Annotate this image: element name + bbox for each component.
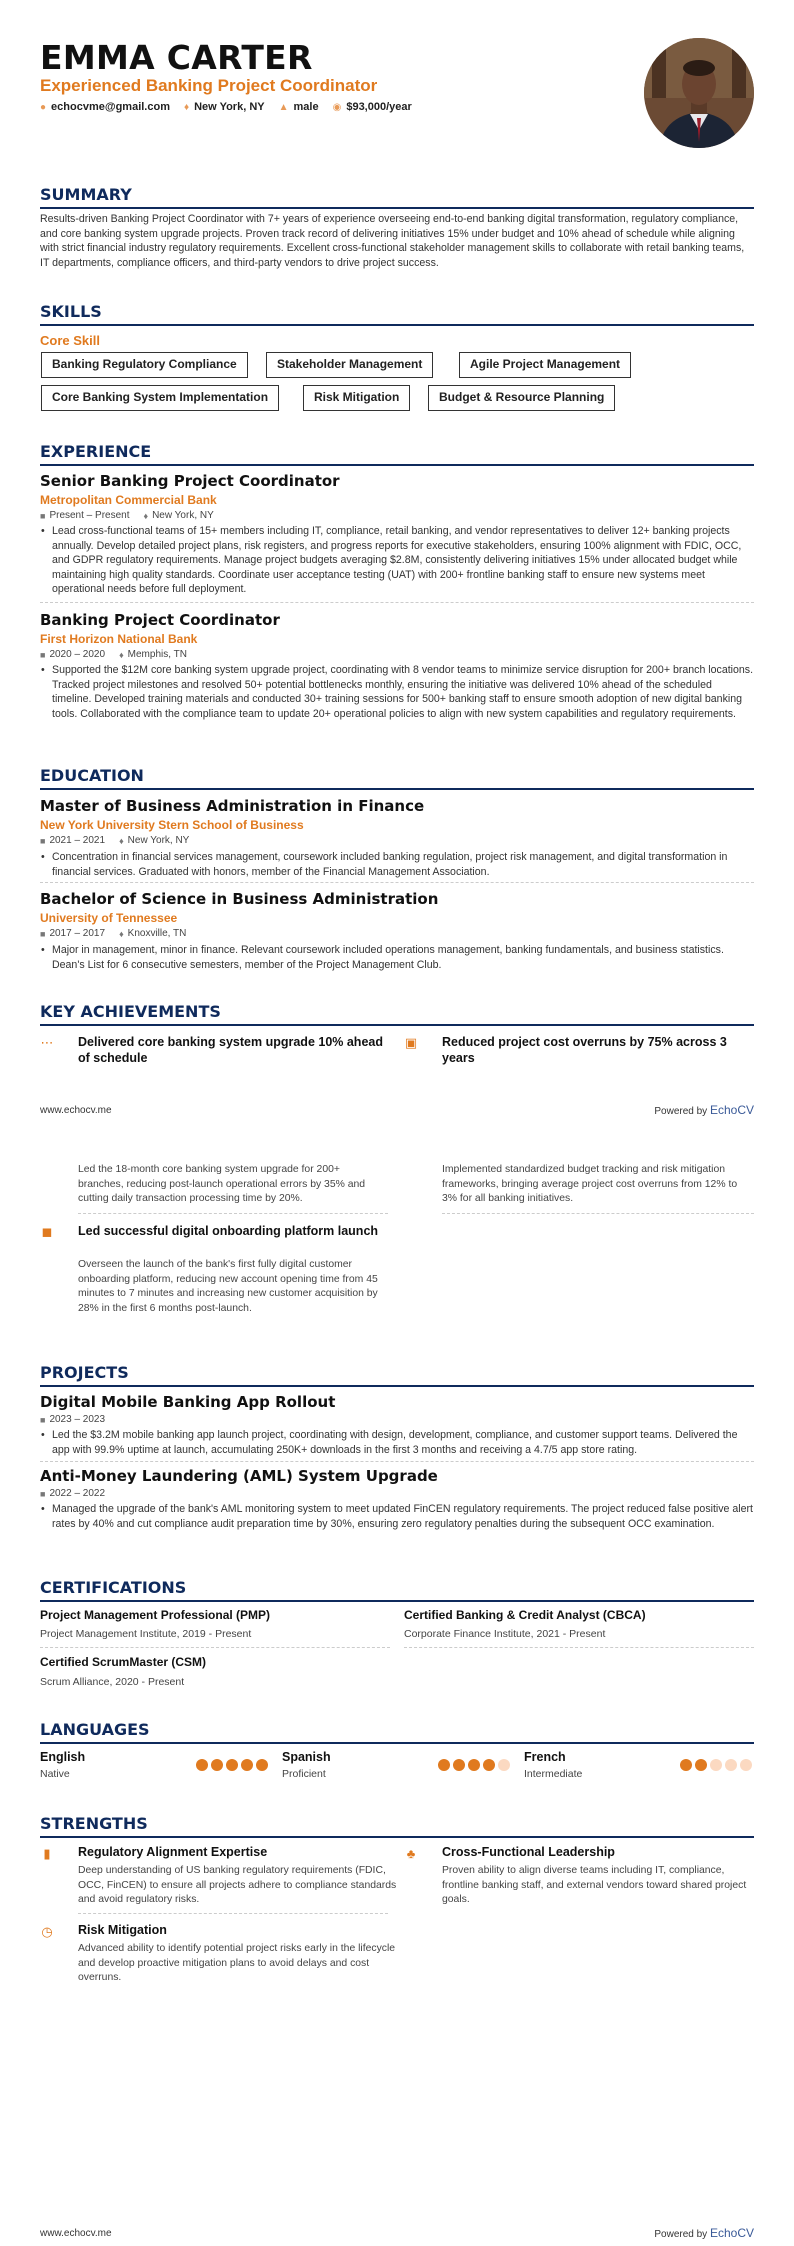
education-meta: ■ 2017 – 2017 ♦ Knoxville, TN [40,928,187,939]
project-title: Digital Mobile Banking App Rollout [40,1393,336,1411]
calendar-icon: ■ [40,835,46,846]
job-meta: ■ 2020 – 2020 ♦ Memphis, TN [40,649,187,660]
strength-description: Advanced ability to identify potential project risks early in the lifecycle and develop proactive mitigation plans to avoid delays and cost overruns. [78,1943,396,1983]
calendar-icon: ■ [40,510,46,521]
education-description: • Concentration in financial services management, coursework included banking regulation, project risk management, and digital transformation in financial services. Graduated with honors, member of the Financial Management Association. [40,850,754,879]
degree-title: Bachelor of Science in Business Administration [40,890,439,908]
rating-dot [483,1759,495,1771]
achievement-description: Led the 18-month core banking system upgrade for 200+ branches, reducing post-launch operational errors by 35% and cutting daily transaction processing time by 20%. [78,1164,366,1204]
contact-gender: ▲ male [278,101,319,113]
footer-website[interactable]: www.echocv.me [40,1105,112,1116]
divider [40,1647,390,1648]
rating-dot [695,1759,707,1771]
summary-heading: SUMMARY [40,185,754,209]
achievement-item [40,1223,380,1343]
achievement-title: Delivered core banking system upgrade 10% ahead of schedule [78,1035,383,1065]
job-meta: ■ Present – Present ♦ New York, NY [40,510,214,521]
skills-group-label: Core Skill [40,333,100,348]
certification-issuer: Project Management Institute, 2019 - Present [40,1628,252,1640]
job-description: • Lead cross-functional teams of 15+ members including IT, compliance, retail banking, and vendor representatives to deliver 12+ banking projects annually. Develop detailed project plans, risk registers, and progress reports for executive stakeholders, ensuring 100% alignment with FDIC, OCC, and GDPR regulatory requirements. Manage project budgets averaging $2.8M, consistently delivering initiatives 15% under allocated budget while maintaining high quality standards. Coordinate user acceptance testing (UAT) with 200+ frontline banking staff to ensure new systems meet operational needs before full deployment. [40,524,754,597]
language-level: Proficient [282,1768,326,1780]
document-search-icon: ▣ [404,1035,418,1050]
strength-item [40,1845,397,1915]
location-pin-icon: ♦ [183,101,190,113]
company-name: First Horizon National Bank [40,632,198,646]
divider [40,882,754,883]
location-pin-icon: ♦ [119,928,124,939]
skill-chip: Stakeholder Management [266,352,433,378]
contact-email[interactable]: ● echocvme@gmail.com [40,101,170,113]
achievements-heading: KEY ACHIEVEMENTS [40,1002,754,1026]
skills-heading: SKILLS [40,302,754,326]
rating-dot [256,1759,268,1771]
language-rating [680,1759,752,1771]
dots-icon: ⋯ [40,1035,54,1050]
language-level: Native [40,1768,70,1780]
divider [78,1913,388,1914]
footer-website[interactable]: www.echocv.me [40,2228,112,2239]
skill-chip: Agile Project Management [459,352,631,378]
rating-dot [740,1759,752,1771]
strength-title: Regulatory Alignment Expertise [78,1845,268,1859]
person-icon: ▲ [278,101,289,113]
company-name: Metropolitan Commercial Bank [40,493,217,507]
summary-text: Results-driven Banking Project Coordinator with 7+ years of experience overseeing end-to-end banking digital transformation, regulatory compliance, and core banking system upgrade projects. Proven track record of delivering initiatives 15% under budget and 10% ahead of schedule while aligning with strict financial industry regulatory requirements. Excellent cross-functional stakeholder management skills to collaborate with retail banking teams, IT departments, compliance officers, and third-party vendors to drive project success. [40,213,745,269]
degree-title: Master of Business Administration in Finance [40,797,425,815]
language-name: Spanish [282,1750,331,1764]
calendar-icon: ■ [40,649,46,660]
education-meta: ■ 2021 – 2021 ♦ New York, NY [40,835,190,846]
language-rating [196,1759,268,1771]
skill-chip: Core Banking System Implementation [41,385,279,411]
bell-icon: ♣ [406,1846,416,1861]
language-rating [438,1759,510,1771]
calendar-icon: ■ [40,928,46,939]
divider [78,1213,388,1214]
job-title: Senior Banking Project Coordinator [40,472,340,490]
project-title: Anti-Money Laundering (AML) System Upgrade [40,1467,438,1485]
contact-location: ♦ New York, NY [183,101,265,113]
strength-title: Risk Mitigation [78,1923,167,1937]
language-name: English [40,1750,86,1764]
certification-issuer: Corporate Finance Institute, 2021 - Present [404,1628,606,1640]
clock-icon: ◷ [41,1924,53,1939]
certification-name: Certified ScrumMaster (CSM) [40,1655,207,1669]
location-pin-icon: ♦ [119,835,124,846]
rating-dot [453,1759,465,1771]
strength-item [404,1845,747,1915]
strength-title: Cross-Functional Leadership [442,1845,615,1859]
candidate-title: Experienced Banking Project Coordinator [40,76,378,95]
achievement-title: Reduced project cost overruns by 75% across 3 years [442,1035,727,1065]
email-icon: ● [40,101,47,113]
echocv-logo[interactable]: EchoCV [709,2226,754,2240]
calendar-icon: ■ [40,1414,46,1425]
strength-description: Deep understanding of US banking regulatory requirements (FDIC, OCC, FinCEN) to ensure all projects adhere to compliance standards and avoid regulatory risks. [78,1865,397,1905]
project-description: • Led the $3.2M mobile banking app launch project, coordinating with design, development, compliance, and customer support teams. Delivered the app with 99.9% uptime at launch, accumulating 250K+ downloads in the first 3 months and receiving a 4.7/5 app store rating. [40,1428,754,1457]
school-name: New York University Stern School of Business [40,818,304,832]
rating-dot [438,1759,450,1771]
skill-chip: Risk Mitigation [303,385,410,411]
achievement-title: Led successful digital onboarding platform launch [78,1224,379,1238]
strengths-heading: STRENGTHS [40,1814,754,1838]
resume-page-2 [0,1123,794,2246]
education-heading: EDUCATION [40,766,754,790]
rating-dot [498,1759,510,1771]
divider [404,1647,754,1648]
footer-powered-by: Powered by EchoCV [654,1103,754,1117]
rating-dot [680,1759,692,1771]
candidate-name: EMMA CARTER [40,38,313,77]
footer-powered-by: Powered by EchoCV [654,2226,754,2240]
echocv-logo[interactable]: EchoCV [709,1103,754,1117]
languages-heading: LANGUAGES [40,1720,754,1744]
calendar-icon: ■ [40,1488,46,1499]
rating-dot [468,1759,480,1771]
certification-issuer: Scrum Alliance, 2020 - Present [40,1676,185,1688]
divider [442,1213,754,1214]
certification-name: Certified Banking & Credit Analyst (CBCA) [404,1608,646,1622]
chat-icon: ◼ [41,1224,53,1239]
rating-dot [710,1759,722,1771]
divider [40,1461,754,1462]
divider [40,602,754,603]
money-icon: ◉ [332,101,342,113]
achievement-item [404,1034,744,1074]
location-pin-icon: ♦ [143,510,149,521]
projects-heading: PROJECTS [40,1363,754,1387]
achievement-item [40,1034,383,1074]
strength-item [40,1923,396,1993]
certification-name: Project Management Professional (PMP) [40,1608,271,1622]
school-name: University of Tennessee [40,911,178,925]
project-meta: ■ 2023 – 2023 [40,1414,106,1425]
strength-description: Proven ability to align diverse teams including IT, compliance, frontline banking staff, and external vendors toward shared project goals. [442,1865,747,1905]
job-title: Banking Project Coordinator [40,611,280,629]
job-description: • Supported the $12M core banking system upgrade project, coordinating with 8 vendor teams to minimize service disruption for 200+ branch locations. Tracked project milestones and resolved 50+ potential bottlenecks monthly, ensuring the initiative was delivered 10% ahead of the scheduled timeline. Developed training materials and conducted 30+ training sessions for 500+ banking staff to ensure smooth adoption of new digital banking tools. Collaborated with the compliance team to update 20+ operational policies to align with new system capabilities and regulatory requirements. [40,663,754,721]
contact-bar [40,101,412,113]
language-name: French [524,1750,566,1764]
bar-chart-icon: ▮ [43,1846,51,1861]
language-level: Intermediate [524,1768,583,1780]
profile-photo [644,38,754,148]
project-meta: ■ 2022 – 2022 [40,1488,106,1499]
location-pin-icon: ♦ [119,649,124,660]
certifications-heading: CERTIFICATIONS [40,1578,754,1602]
achievement-description: Implemented standardized budget tracking and risk mitigation frameworks, bringing average project cost overruns from 12% to 3% for all banking initiatives. [442,1164,738,1204]
contact-salary: ◉ $93,000/year [332,101,412,113]
education-description: • Major in management, minor in finance. Relevant coursework included operations management, banking fundamentals, and business statistics. Dean's List for 6 consecutive semesters, member of the Project Management Club. [40,943,754,972]
skill-chip: Banking Regulatory Compliance [41,352,248,378]
experience-heading: EXPERIENCE [40,442,754,466]
project-description: • Managed the upgrade of the bank's AML monitoring system to meet updated FinCEN regulatory requirements. The project reduced false positive alert rates by 40% and cut compliance audit preparation time by 30%, ensuring zero regulatory penalties during the subsequent OCC examination. [40,1502,754,1531]
rating-dot [211,1759,223,1771]
rating-dot [226,1759,238,1771]
skill-chip: Budget & Resource Planning [428,385,615,411]
rating-dot [725,1759,737,1771]
rating-dot [196,1759,208,1771]
achievement-description: Overseen the launch of the bank's first fully digital customer onboarding platform, reducing new account opening time from 45 minutes to 7 minutes and increasing new customer acquisition by 28% in the first 6 months post-launch. [78,1259,378,1314]
rating-dot [241,1759,253,1771]
